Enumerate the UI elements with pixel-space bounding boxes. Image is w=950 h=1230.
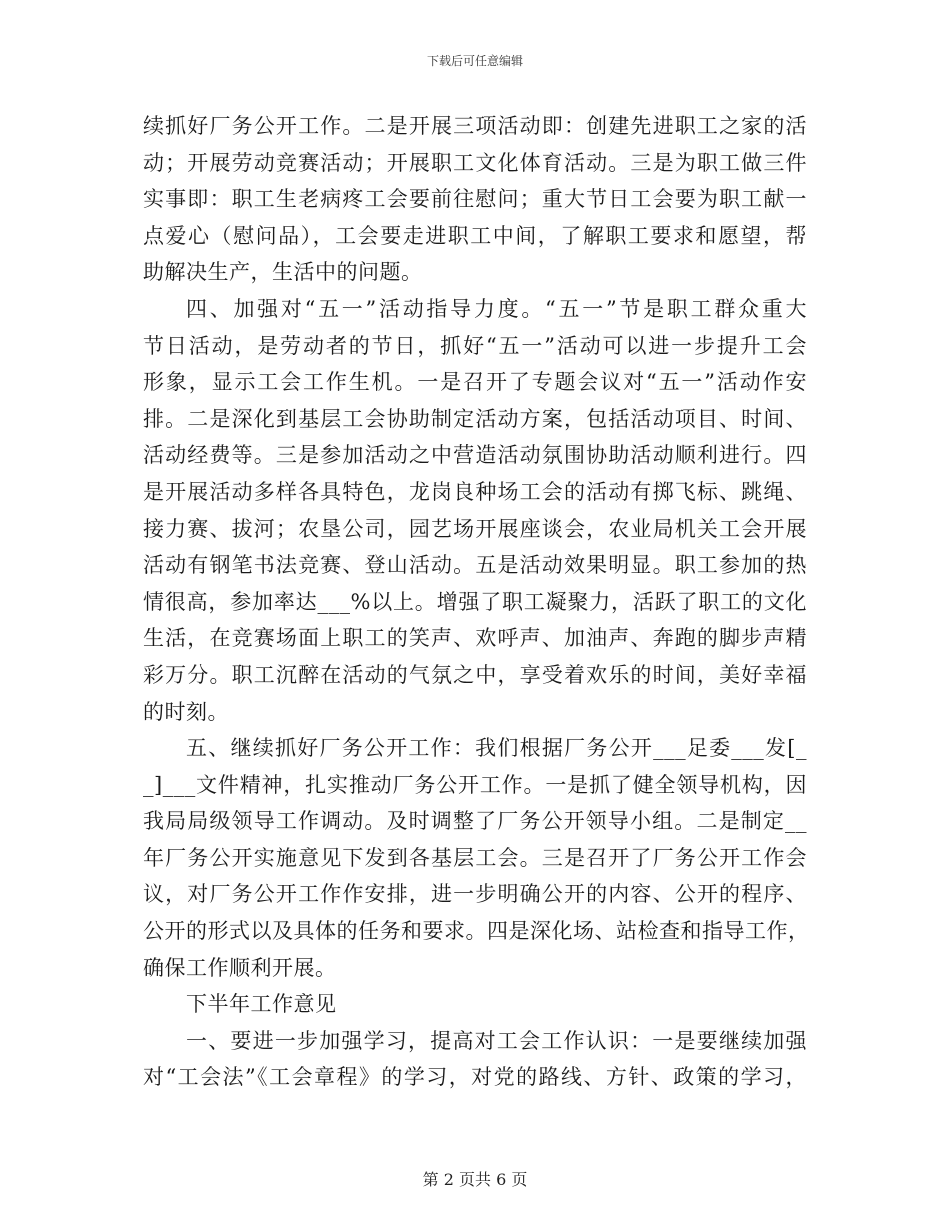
text-line: 我局局级领导工作调动。及时调整了厂务公开领导小组。二是制定__: [143, 809, 807, 834]
text-line: 活动有钢笔书法竞赛、登山活动。五是活动效果明显。职工参加的热: [143, 553, 807, 578]
text-line: 点爱心（慰问品），工会要走进职工中间，了解职工要求和愿望，帮: [143, 223, 807, 248]
text-line: 确保工作顺利开展。: [143, 955, 337, 980]
text-line: 排。二是深化到基层工会协助制定活动方案，包括活动项目、时间、: [143, 406, 807, 431]
text-line: 助解决生产，生活中的问题。: [143, 260, 423, 285]
text-line: 彩万分。职工沉醉在活动的气氛之中，享受着欢乐的时间，美好幸福: [143, 662, 807, 687]
text-line: 的时刻。: [143, 699, 229, 724]
page-number: 第 2 页共 6 页: [422, 1170, 528, 1189]
text-line: _]___文件精神，扎实推动厂务公开工作。一是抓了健全领导机构，因: [143, 772, 807, 797]
text-line: 接力赛、拔河；农垦公司，园艺场开展座谈会，农业局机关工会开展: [143, 516, 807, 541]
text-line: 四、加强对“五一”活动指导力度。“五一”节是职工群众重大: [186, 296, 807, 321]
text-line: 情很高，参加率达___%以上。增强了职工凝聚力，活跃了职工的文化: [143, 589, 807, 614]
text-line: 对“工会法”《工会章程》的学习，对党的路线、方针、政策的学习，: [143, 1065, 807, 1090]
section-heading: 下半年工作意见: [186, 992, 337, 1017]
text-line: 续抓好厂务公开工作。二是开展三项活动即：创建先进职工之家的活: [143, 114, 807, 138]
text-line: 一、要进一步加强学习，提高对工会工作认识：一是要继续加强: [186, 1028, 807, 1053]
text-line: 活动经费等。三是参加活动之中营造活动氛围协助活动顺利进行。四: [143, 443, 807, 468]
document-body: [143, 108, 810, 1096]
text-line: 实事即：职工生老病疼工会要前往慰问；重大节日工会要为职工献一: [143, 187, 807, 212]
text-line: 是开展活动多样各具特色，龙岗良种场工会的活动有掷飞标、跳绳、: [143, 479, 807, 504]
text-line: 生活，在竞赛场面上职工的笑声、欢呼声、加油声、奔跑的脚步声精: [143, 626, 807, 651]
text-line: 动；开展劳动竞赛活动；开展职工文化体育活动。三是为职工做三件: [143, 150, 807, 175]
page-header: 下载后可任意编辑: [426, 54, 523, 68]
text-line: 形象，显示工会工作生机。一是召开了专题会议对“五一”活动作安: [143, 370, 807, 395]
text-line: 节日活动，是劳动者的节日，抓好“五一”活动可以进一步提升工会: [143, 333, 807, 358]
text-line: 五、继续抓好厂务公开工作：我们根据厂务公开___足委___发[_: [186, 736, 807, 761]
text-line: 议，对厂务公开工作作安排，进一步明确公开的内容、公开的程序、: [143, 882, 807, 907]
text-line: 公开的形式以及具体的任务和要求。四是深化场、站检查和指导工作，: [143, 919, 810, 944]
text-line: 年厂务公开实施意见下发到各基层工会。三是召开了厂务公开工作会: [143, 845, 807, 870]
